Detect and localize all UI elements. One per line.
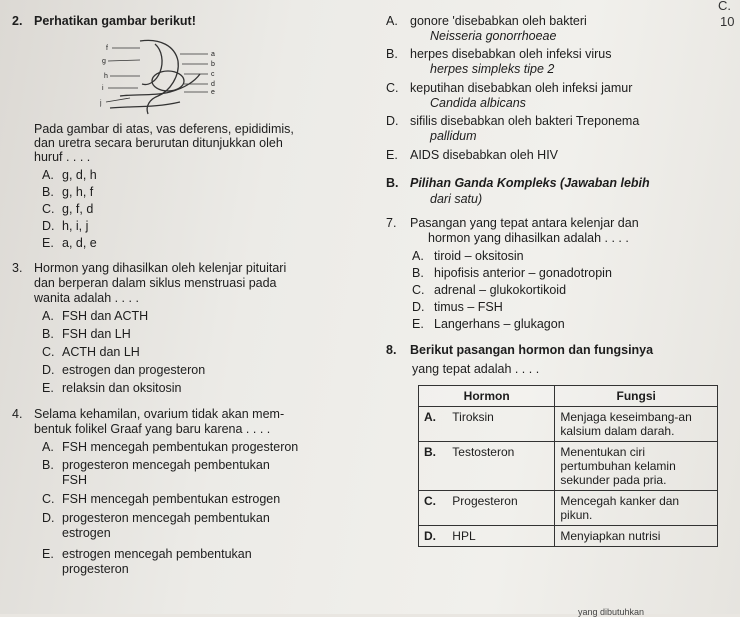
q4-option-e: estrogen mencegah pembentukan: [62, 547, 252, 561]
q7-option-e: Langerhans – glukagon: [434, 317, 565, 331]
row-function: Menjaga keseimbang-an kalsium dalam darah.: [555, 407, 718, 442]
diagram-label-a: a: [211, 51, 215, 58]
q3-option-c-letter: C.: [42, 345, 55, 359]
q7-option-a: tiroid – oksitosin: [434, 249, 524, 263]
section-b-subtitle: dari satu): [430, 192, 483, 206]
q2-stem: Perhatikan gambar berikut!: [34, 14, 196, 28]
q2-option-e-letter: E.: [42, 236, 54, 250]
q4-option-c-letter: C.: [42, 492, 55, 506]
row-hormone: Progesteron: [447, 491, 555, 526]
row-function: Mencegah kanker dan pikun.: [555, 491, 718, 526]
q7-option-d-letter: D.: [412, 300, 425, 314]
q7-option-b: hipofisis anterior – gonadotropin: [434, 266, 612, 280]
prev-option-d: sifilis disebabkan oleh bakteri Treponema: [410, 114, 640, 128]
row-function: Menyiapkan nutrisi: [555, 526, 718, 547]
row-letter: B.: [419, 442, 448, 491]
q2-option-c: g, f, d: [62, 202, 94, 216]
q4-option-c: FSH mencegah pembentukan estrogen: [62, 492, 281, 506]
q4-number: 4.: [12, 407, 23, 421]
row-letter: C.: [419, 491, 448, 526]
q4-stem-line: Selama kehamilan, ovarium tidak akan mem-: [34, 407, 285, 421]
q2-option-b: g, h, f: [62, 185, 94, 199]
diagram-label-b: b: [211, 61, 215, 68]
q4-option-b-letter: B.: [42, 458, 54, 472]
table-row: [419, 526, 718, 547]
table-header-hormon: Hormon: [419, 386, 555, 407]
table-row: [419, 491, 718, 526]
q4-option-b: progesteron mencegah pembentukan: [62, 458, 270, 472]
q8-stem-line: Berikut pasangan hormon dan fungsinya: [410, 343, 654, 357]
q7-option-e-letter: E.: [412, 317, 424, 331]
table-header-fungsi: Fungsi: [555, 386, 718, 407]
diagram-label-i: i: [102, 85, 104, 92]
q3-option-a: FSH dan ACTH: [62, 309, 149, 323]
q3-option-e-letter: E.: [42, 381, 54, 395]
q2-number: 2.: [12, 14, 23, 28]
q7-stem-line: hormon yang dihasilkan adalah . . . .: [428, 231, 629, 245]
page-number: 10: [720, 14, 735, 29]
q4-option-d: progesteron mencegah pembentukan: [62, 511, 270, 525]
q4-option-e-cont: progesteron: [62, 562, 129, 576]
prev-option-b-cont: herpes simpleks tipe 2: [430, 62, 555, 76]
q4-option-d-cont: estrogen: [62, 526, 111, 540]
row-letter: A.: [419, 407, 448, 442]
q2-option-a-letter: A.: [42, 168, 54, 182]
prev-option-a-cont: Neisseria gonorrhoeae: [430, 29, 557, 43]
q2-option-e: a, d, e: [62, 236, 97, 250]
q7-option-d: timus – FSH: [434, 300, 503, 314]
section-b-letter: B.: [386, 176, 399, 190]
q4-option-a-letter: A.: [42, 440, 54, 454]
q2-desc-line: Pada gambar di atas, vas deferens, epididimis,: [34, 122, 294, 136]
prev-option-d-cont: pallidum: [430, 129, 477, 143]
diagram-label-g: g: [102, 58, 106, 65]
q4-option-e-letter: E.: [42, 547, 54, 561]
q3-option-d-letter: D.: [42, 363, 55, 377]
row-function: Menentukan ciri pertumbuhan kelamin sekunder pada pria.: [555, 442, 718, 491]
q2-option-d-letter: D.: [42, 219, 55, 233]
q3-number: 3.: [12, 261, 23, 275]
q2-option-d: h, i, j: [62, 219, 89, 233]
prev-option-b: herpes disebabkan oleh infeksi virus: [410, 47, 612, 61]
q2-option-b-letter: B.: [42, 185, 54, 199]
q7-option-b-letter: B.: [412, 266, 424, 280]
q3-stem-line: Hormon yang dihasilkan oleh kelenjar pituitari: [34, 261, 287, 275]
textbook-page: C. 10 2. Perhatikan gambar berikut! f g h i j a b c d e Pada gambar di atas, vas deferens, epididimis, dan uretra secara berurutan ditunjukkan oleh huruf . . . . A. g, d, h B. g, h, f C. g, f, d D. h, i, j E. a, d, e 3. Hormon yang dihasilkan oleh kelenjar pituitari dan berperan dalam siklus menstruasi pada wanita adalah . . . . A. FSH dan ACTH B. FSH dan LH C. ACTH dan LH D. estrogen dan progesteron E. relaksin dan oksitosin 4. Selama kehamilan, ovarium tidak akan mem- bentuk folikel Graaf yang baru karena . . . . A. FSH mencegah pembentukan progesteron B. progesteron mencegah pembentukan FSH C. FSH mencegah pembentukan estrogen D. progesteron mencegah pembentukan estrogen E. estrogen mencegah pembentukan progesteron A. gonore 'disebabkan oleh bakteri Neisseria gonorrhoeae B. herpes disebabkan oleh infeksi virus herpes simpleks tipe 2 C. keputihan disebabkan oleh infeksi jamur Candida albicans D. sifilis disebabkan oleh bakteri Treponema pallidum E. AIDS disebabkan oleh HIV B. Pilihan Ganda Kompleks (Jawaban lebih dari satu) 7. Pasangan yang tepat antara kelenjar dan hormon yang dihasilkan adalah . . . . A. tiroid – oksitosin B. hipofisis anterior – gonadotropin C. adrenal – glukokortikoid D. timus – FSH E. Langerhans – glukagon 8. Berikut pasangan hormon dan fungsinya yang tepat adalah . . . . Hormon Fungsi A. Tiroksin Menjaga keseimbang-an kalsium dalam darah. B. Testosteron Menentukan ciri pertumbuhan kelamin sekunder pada pria. C. Progesteron Mencegah kanker dan pikun. D. HPL Menyiapkan nutrisi yang dibutuhkan: [0, 0, 740, 614]
q7-option-c-letter: C.: [412, 283, 425, 297]
corner-mark: C.: [718, 0, 731, 13]
table-row: [419, 442, 718, 491]
q2-desc-line: huruf . . . .: [34, 150, 91, 164]
q7-option-a-letter: A.: [412, 249, 424, 263]
prev-option-e: AIDS disebabkan oleh HIV: [410, 148, 559, 162]
prev-option-c-cont: Candida albicans: [430, 96, 526, 110]
table-header-row: [419, 386, 718, 407]
q7-option-c: adrenal – glukokortikoid: [434, 283, 567, 297]
q2-desc-line: dan uretra secara berurutan ditunjukkan oleh: [34, 136, 283, 150]
diagram-label-j: j: [100, 100, 102, 107]
q7-number: 7.: [386, 216, 397, 230]
table-row: [419, 407, 718, 442]
q8-stem-line: yang tepat adalah . . . .: [412, 362, 540, 376]
section-b-title: Pilihan Ganda Kompleks (Jawaban lebih: [410, 176, 650, 190]
hormone-function-table: [418, 385, 718, 547]
q3-option-b: FSH dan LH: [62, 327, 131, 341]
q3-stem-line: dan berperan dalam siklus menstruasi pada: [34, 276, 277, 290]
row-letter: D.: [419, 526, 448, 547]
q3-stem-line: wanita adalah . . . .: [34, 291, 139, 305]
q7-stem-line: Pasangan yang tepat antara kelenjar dan: [410, 216, 639, 230]
row-hormone: HPL: [447, 526, 555, 547]
q4-option-d-letter: D.: [42, 511, 55, 525]
diagram-label-c: c: [211, 71, 215, 78]
q2-option-a: g, d, h: [62, 168, 97, 182]
diagram-label-e: e: [211, 89, 215, 96]
diagram-label-f: f: [106, 45, 108, 52]
prev-option-a: gonore 'disebabkan oleh bakteri: [410, 14, 587, 28]
reproductive-organ-diagram: [100, 36, 230, 116]
diagram-label-h: h: [104, 73, 108, 80]
prev-option-c: keputihan disebabkan oleh infeksi jamur: [410, 81, 633, 95]
q8-number: 8.: [386, 343, 397, 357]
q4-option-a: FSH mencegah pembentukan progesteron: [62, 440, 299, 454]
row-hormone: Tiroksin: [447, 407, 555, 442]
table-cut-text: yang dibutuhkan: [578, 607, 645, 617]
q3-option-d: estrogen dan progesteron: [62, 363, 206, 377]
q3-option-e: relaksin dan oksitosin: [62, 381, 182, 395]
q3-option-c: ACTH dan LH: [62, 345, 140, 359]
q2-option-c-letter: C.: [42, 202, 55, 216]
diagram-label-d: d: [211, 81, 215, 88]
q3-option-a-letter: A.: [42, 309, 54, 323]
q4-option-b-cont: FSH: [62, 473, 87, 487]
q3-option-b-letter: B.: [42, 327, 54, 341]
q4-stem-line: bentuk folikel Graaf yang baru karena . . . .: [34, 422, 271, 436]
row-hormone: Testosteron: [447, 442, 555, 491]
